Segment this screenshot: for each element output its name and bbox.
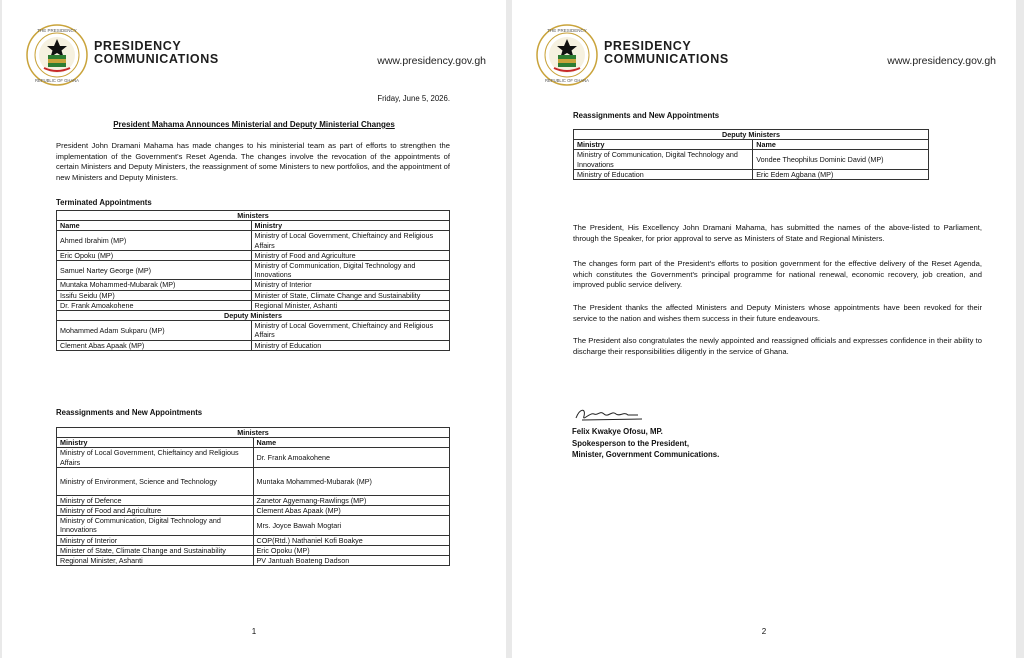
signature-icon (572, 402, 652, 426)
brand-line-2: COMMUNICATIONS (94, 52, 219, 66)
website-link[interactable]: www.presidency.gov.gh (887, 55, 996, 67)
svg-text:THE PRESIDENCY: THE PRESIDENCY (547, 28, 587, 33)
name-cell: PV Jantuah Boateng Dadson (253, 556, 450, 566)
document-page-1 (2, 0, 506, 658)
release-date: Friday, June 5, 2026. (377, 94, 450, 103)
table-row (57, 448, 450, 467)
ministry-cell: Ministry of Education (251, 340, 449, 350)
name-cell: Dr. Frank Amoakohene (253, 448, 450, 467)
ministry-cell: Ministry of Local Government, Chieftaincy and Religious Affairs (251, 321, 449, 340)
reassignments-heading: Reassignments and New Appointments (56, 408, 203, 417)
group-header-deputies: Deputy Ministers (574, 130, 929, 140)
table-row (57, 300, 450, 310)
brand-name (94, 40, 219, 66)
paragraph-congratulations: The President also congratulates the newly appointed and reassigned officials and expresses confidence in their ability to discharge their responsibilities diligently in the service of Ghana. (573, 336, 982, 356)
column-header-ministry: Ministry (57, 438, 254, 448)
column-header-name: Name (753, 140, 929, 150)
ministry-cell: Ministry of Defence (57, 495, 254, 505)
table-row (57, 506, 450, 516)
group-header-row (57, 428, 450, 438)
column-header-ministry: Ministry (574, 140, 753, 150)
page-number: 1 (251, 627, 257, 636)
ministry-cell: Ministry of Communication, Digital Technology and Innovations (574, 150, 753, 169)
name-cell: Samuel Nartey George (MP) (57, 261, 252, 280)
ministry-cell: Regional Minister, Ashanti (57, 556, 254, 566)
ministry-cell: Ministry of Local Government, Chieftaincy and Religious Affairs (251, 231, 449, 250)
group-header-ministers: Ministers (57, 211, 450, 221)
svg-text:REPUBLIC OF GHANA: REPUBLIC OF GHANA (35, 78, 79, 83)
signatory-title-1: Spokesperson to the President, (572, 438, 689, 448)
name-cell: Clement Abas Apaak (MP) (57, 340, 252, 350)
letterhead (26, 24, 486, 88)
brand-name (604, 40, 729, 66)
ministry-cell: Ministry of Interior (251, 280, 449, 290)
group-header-deputies: Deputy Ministers (57, 311, 450, 321)
group-header-ministers: Ministers (57, 428, 450, 438)
group-header-row (574, 130, 929, 140)
brand-line-1: PRESIDENCY (94, 39, 182, 53)
table-row (57, 321, 450, 340)
presidency-seal-icon (26, 24, 88, 86)
name-cell: Clement Abas Apaak (MP) (253, 506, 450, 516)
ministry-cell: Ministry of Communication, Digital Technology and Innovations (57, 516, 254, 535)
name-cell: Eric Opoku (MP) (57, 250, 252, 260)
table-row (57, 231, 450, 250)
intro-paragraph: President John Dramani Mahama has made changes to his ministerial team as part of efforts to strengthen the implementation of the Government's Reset Agenda. The changes involve the revocation of the appointments of certain Ministers and Deputy Ministers, the reassignment of some Ministers to new portfolios, and the appointment of new Ministers and Deputy Ministers. (56, 141, 450, 182)
name-cell: Ahmed Ibrahim (MP) (57, 231, 252, 250)
name-cell: Vondee Theophilus Dominic David (MP) (753, 150, 929, 169)
name-cell: Muntaka Mohammed-Mubarak (MP) (253, 467, 450, 495)
name-cell: Eric Edem Agbana (MP) (753, 169, 929, 179)
name-cell: Eric Opoku (MP) (253, 545, 450, 555)
group-header-row (57, 311, 450, 321)
column-header-row (574, 140, 929, 150)
ministry-cell: Ministry of Communication, Digital Technology and Innovations (251, 261, 449, 280)
svg-text:THE PRESIDENCY: THE PRESIDENCY (37, 28, 77, 33)
name-cell: Zanetor Agyemang-Rawlings (MP) (253, 495, 450, 505)
svg-text:REPUBLIC OF GHANA: REPUBLIC OF GHANA (545, 78, 589, 83)
ministry-cell: Ministry of Food and Agriculture (251, 250, 449, 260)
table-row (57, 556, 450, 566)
table-row (57, 467, 450, 495)
deputy-ministers-table (573, 129, 929, 180)
terminated-heading: Terminated Appointments (56, 198, 152, 207)
reassignments-heading: Reassignments and New Appointments (573, 111, 720, 120)
table-row (57, 290, 450, 300)
table-row (57, 495, 450, 505)
column-header-name: Name (253, 438, 450, 448)
group-header-row (57, 211, 450, 221)
table-row (57, 280, 450, 290)
table-row (57, 535, 450, 545)
ministry-cell: Regional Minister, Ashanti (251, 300, 449, 310)
table-row (57, 545, 450, 555)
name-cell: Mrs. Joyce Bawah Mogtari (253, 516, 450, 535)
column-header-name: Name (57, 221, 252, 231)
column-header-ministry: Ministry (251, 221, 449, 231)
signatory-block (572, 426, 719, 461)
column-header-row (57, 221, 450, 231)
website-link[interactable]: www.presidency.gov.gh (377, 55, 486, 67)
ministry-cell: Minister of State, Climate Change and Sustainability (57, 545, 254, 555)
table-row (57, 250, 450, 260)
table-row (574, 150, 929, 169)
name-cell: Issifu Seidu (MP) (57, 290, 252, 300)
name-cell: Muntaka Mohammed-Mubarak (MP) (57, 280, 252, 290)
signatory-name: Felix Kwakye Ofosu, MP. (572, 427, 663, 436)
brand-line-2: COMMUNICATIONS (604, 52, 729, 66)
brand-line-1: PRESIDENCY (604, 39, 692, 53)
page-number: 2 (761, 627, 767, 636)
document-page-2 (512, 0, 1016, 658)
table-row (57, 261, 450, 280)
table-row (574, 169, 929, 179)
ministry-cell: Ministry of Environment, Science and Technology (57, 467, 254, 495)
reassignments-table (56, 427, 450, 566)
table-row (57, 340, 450, 350)
column-header-row (57, 438, 450, 448)
name-cell: COP(Rtd.) Nathaniel Kofi Boakye (253, 535, 450, 545)
paragraph-submission: The President, His Excellency John Dramani Mahama, has submitted the names of the above-listed to Parliament, through the Speaker, for prior approval to serve as Ministers of State and Regional Ministers. (573, 223, 982, 243)
ministry-cell: Ministry of Education (574, 169, 753, 179)
document-title: President Mahama Announces Ministerial and Deputy Ministerial Changes (113, 120, 395, 129)
ministry-cell: Ministry of Food and Agriculture (57, 506, 254, 516)
ministry-cell: Ministry of Interior (57, 535, 254, 545)
table-row (57, 516, 450, 535)
terminated-appointments-table (56, 210, 450, 351)
letterhead (536, 24, 996, 88)
presidency-seal-icon (536, 24, 598, 86)
ministry-cell: Minister of State, Climate Change and Sustainability (251, 290, 449, 300)
name-cell: Dr. Frank Amoakohene (57, 300, 252, 310)
paragraph-reset-agenda: The changes form part of the President's efforts to position government for the effective delivery of the Reset Agenda, which constitutes the Government's principal programme for national renewal, economic recovery, job creation, and improved public service delivery. (573, 259, 982, 290)
name-cell: Mohammed Adam Sukparu (MP) (57, 321, 252, 340)
paragraph-thanks: The President thanks the affected Ministers and Deputy Ministers whose appointments have been revoked for their service to the nation and wishes them success in their future endeavours. (573, 303, 982, 323)
signatory-title-2: Minister, Government Communications. (572, 450, 720, 459)
ministry-cell: Ministry of Local Government, Chieftaincy and Religious Affairs (57, 448, 254, 467)
